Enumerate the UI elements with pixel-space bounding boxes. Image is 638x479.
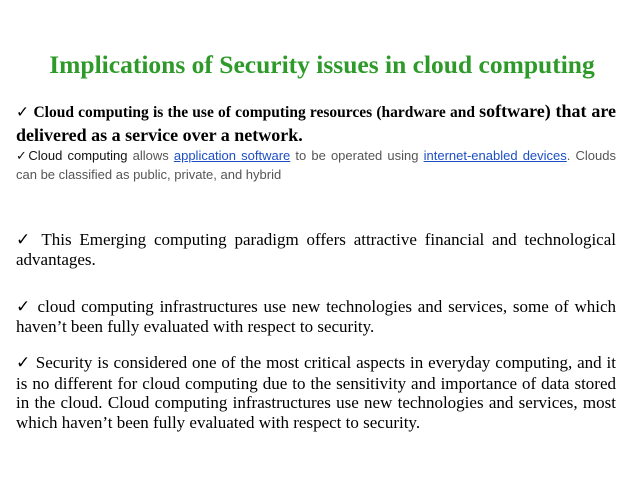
- slide-title: Implications of Security issues in cloud computing: [49, 50, 595, 79]
- bullet-infrastructures: [16, 297, 616, 337]
- check-icon: ✓: [16, 149, 29, 164]
- bullet-text: . Clouds can be classified as public, private, and hybrid: [16, 148, 616, 182]
- check-icon: ✓: [16, 103, 30, 121]
- bullet-text: cloud computing infrastructures use new technologies and services, some of which haven’t been fully evaluated with respect to security.: [16, 297, 616, 336]
- bullet-text: This Emerging computing paradigm offers attractive financial and technological advantages.: [16, 230, 616, 269]
- bullet-text: allows: [127, 148, 174, 163]
- bullet-security-critical: [16, 353, 616, 432]
- application-software-link[interactable]: application software: [173, 148, 291, 163]
- bullet-emerging-paradigm: [16, 230, 616, 270]
- bullet-text-emphasis: software): [479, 101, 551, 121]
- bullet-text-continued: that are delivered as a service over a network.: [16, 101, 616, 145]
- bullet-text: Security is considered one of the most critical aspects in everyday computing, and it is no different for cloud computing due to the sensitivity and importance of data stored in the cloud. Cloud computing infrastructures use new technologies and services, most which haven’t been fully evaluated with respect to security.: [16, 353, 616, 432]
- internet-enabled-devices-link[interactable]: internet-enabled devices: [423, 148, 567, 163]
- bullet-text: to be operated using: [290, 148, 424, 163]
- bullet-cloud-classification: [16, 147, 616, 183]
- check-icon: ✓: [16, 353, 31, 373]
- bullet-text: Cloud computing is the use of computing resources (hardware and: [33, 104, 480, 121]
- bullet-term: Cloud computing: [28, 148, 128, 163]
- bullet-cloud-definition: [16, 100, 616, 148]
- check-icon: ✓: [16, 297, 32, 317]
- check-icon: ✓: [16, 230, 34, 250]
